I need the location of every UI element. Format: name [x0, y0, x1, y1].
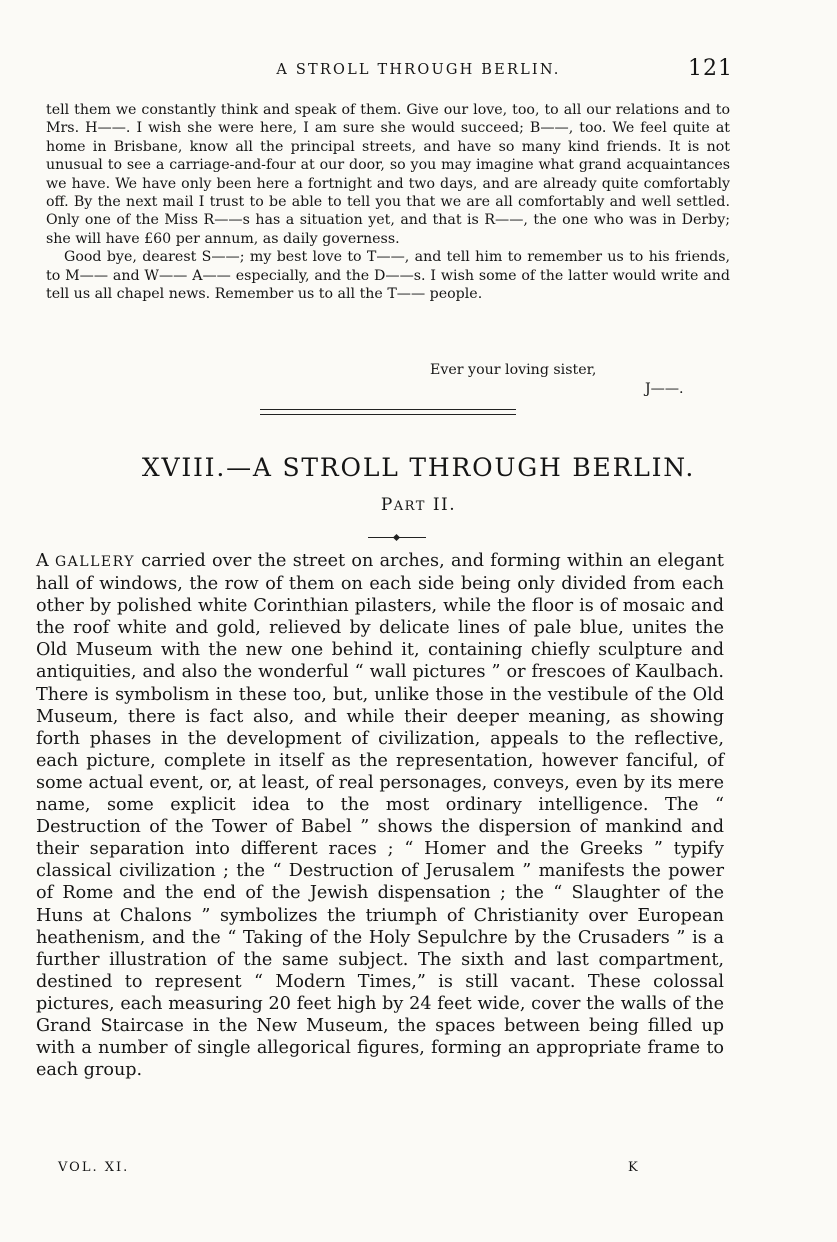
article-text: carried over the street on arches, and forming within an elegant hall of windows, the row of them on each side being only divided from each other by polished white Corinthian pilasters, while the floor is of mosaic and the roof white and gold, relieved by delicate lines of pale blue, unites the Old Museum with the new one behind it, containing chiefly sculpture and antiquities, and also the wonderful “ wall pictures ” or frescoes of Kaulbach. There is symbolism in these too, but, unlike those in the vestibule of the Old Museum, there is fact also, and while their deeper meaning, as showing forth phases in the development of civilization, appeals to the reflective, each picture, complete in itself as the representation, however fanciful, of some actual event, or, at least, of real personages, conveys, even by its mere name, some explicit idea to the most ordinary intelligence. The “ Destruction of the Tower of Babel ” shows the dispersion of mankind and their separation into different races ; “ Homer and the Greeks ” typify classical civilization ; the “ Destruction of Jerusalem ” manifests the power of Rome and the end of the Jewish dispensation ; the “ Slaughter of the Huns at Chalons ” symbolizes the triumph of Christianity over European heathenism, and the “ Taking of the Holy Sepulchre by the Crusaders ” is a further illustration of the same subject. The sixth and last compartment, destined to represent “ Modern Times,” is still vacant. These colossal pictures, each measuring 20 feet high by 24 feet wide, cover the walls of the Grand Staircase in the New Museum, the spaces between being filled up with a number of single allegorical figures, forming an appropriate frame to each group. [36, 551, 725, 1081]
article-paragraph [36, 550, 724, 1081]
running-title: A STROLL THROUGH BERLIN. [276, 62, 561, 78]
letter-signature: J——. [645, 381, 684, 397]
part-label [0, 495, 837, 515]
part-number: II. [432, 495, 457, 515]
part-word-initial: P [380, 495, 394, 515]
ornament-diamond-icon [393, 534, 400, 541]
footer-volume: VOL. XI. [58, 1160, 130, 1175]
article-body [36, 550, 724, 1081]
letter-paragraph: Good bye, dearest S——; my best love to T——, and tell him to remember us to his friends, to M—— and W—— A—— especially, and the D——s. I wish some of the latter would write and tell us all chapel news. Remember us to all the T—— people. [46, 249, 730, 303]
part-word-rest: ART [393, 499, 426, 514]
section-divider-top [260, 409, 516, 410]
section-title: XVIII.—A STROLL THROUGH BERLIN. [141, 453, 696, 482]
lead-initial: A [36, 551, 49, 571]
section-divider-bottom [260, 414, 516, 415]
letter-paragraph: tell them we constantly think and speak of them. Give our love, too, to all our relations and to Mrs. H——. I wish she were here, I am sure she would succeed; B——, too. We feel quite at home in Brisbane, know all the principal streets, and have so many kind friends. It is not unusual to see a carriage-and-four at our door, so you may imagine what grand acquaintances we have. We have only been here a fortnight and two days, and are already quite comfortably off. By the next mail I trust to be able to tell you that we are all comfortably and well settled. Only one of the Miss R——s has a situation yet, and that is R——, the one who was in Derby; she will have £60 per annum, as daily governess. [46, 102, 730, 247]
lead-smallcaps: GALLERY [55, 554, 135, 570]
footer-signature-mark: K [628, 1160, 640, 1175]
letter-closing: Ever your loving sister, [430, 362, 597, 378]
running-header [0, 56, 837, 86]
page-number: 121 [688, 56, 733, 81]
letter-text [46, 101, 730, 303]
